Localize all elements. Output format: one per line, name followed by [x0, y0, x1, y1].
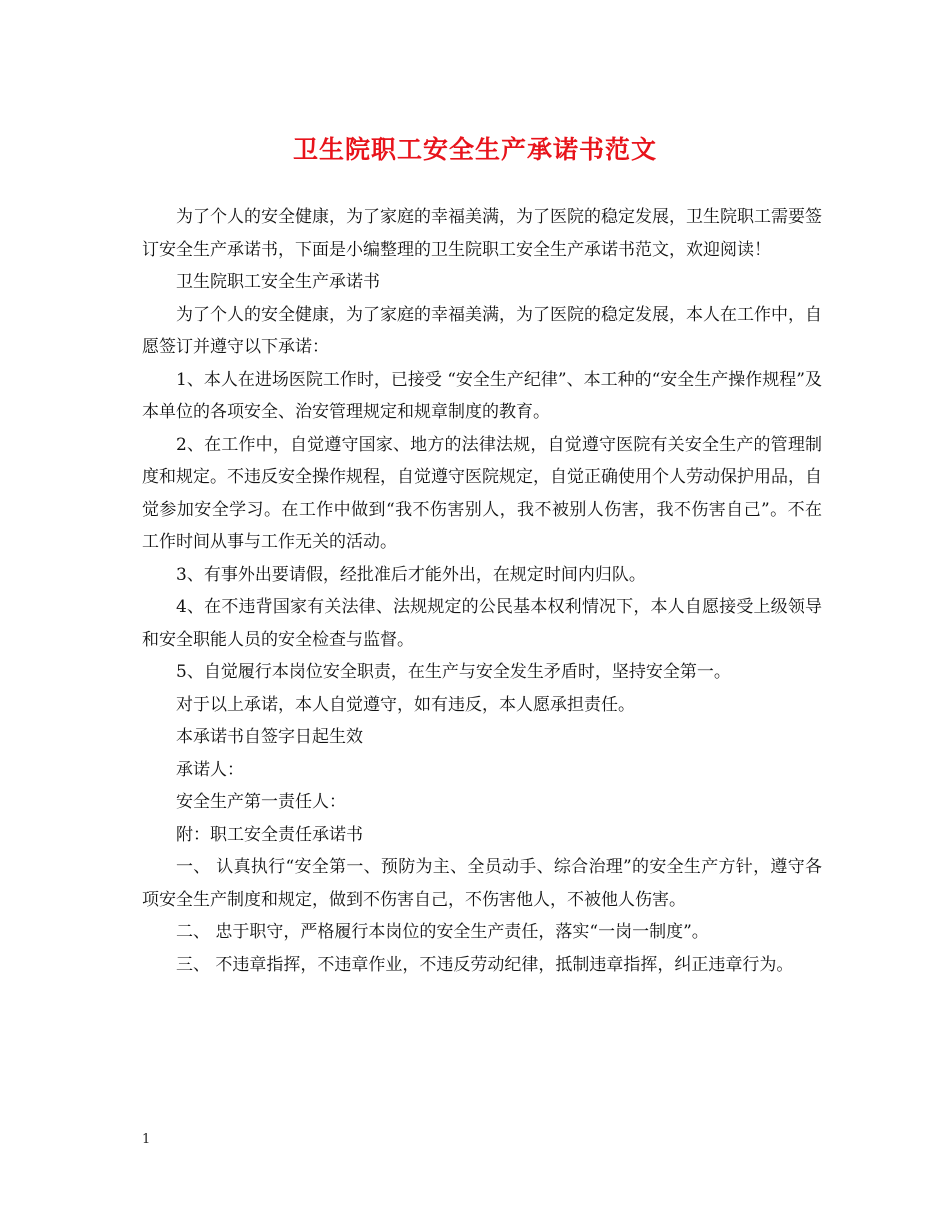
paragraph-appendix-2: 二、 忠于职守，严格履行本岗位的安全生产责任，落实“一岗一制度”。	[176, 922, 709, 942]
paragraph-item-4: 4、在不违背国家有关法律、法规规定的公民基本权利情况下，本人自愿接受上级领导和安全职能人员的安全检查与监督。	[142, 597, 822, 650]
paragraph-responsible-person: 安全生产第一责任人：	[176, 792, 346, 812]
paragraph-preamble: 为了个人的安全健康，为了家庭的幸福美满，为了医院的稳定发展，本人在工作中，自愿签订并遵守以下承诺：	[142, 304, 822, 357]
paragraph-item-5: 5、自觉履行本岗位安全职责，在生产与安全发生矛盾时，坚持安全第一。	[176, 662, 731, 682]
paragraph-appendix-heading: 附：职工安全责任承诺书	[176, 824, 363, 845]
paragraph-heading: 卫生院职工安全生产承诺书	[176, 272, 380, 292]
document-body	[142, 201, 822, 981]
paragraph-effective: 本承诺书自签字日起生效	[176, 727, 363, 747]
paragraph-item-3: 3、有事外出要请假，经批准后才能外出，在规定时间内归队。	[176, 564, 646, 585]
paragraph-appendix-3: 三、 不违章指挥，不违章作业，不违反劳动纪律，抵制违章指挥，纠正违章行为。	[176, 954, 794, 975]
paragraph-appendix-1: 一、 认真执行“安全第一、预防为主、全员动手、综合治理”的安全生产方针，遵守各项安全生产制度和规定，做到不伤害自己，不伤害他人，不被他人伤害。	[142, 857, 822, 910]
paragraph-item-2: 2、在工作中，自觉遵守国家、地方的法律法规，自觉遵守医院有关安全生产的管理制度和规定。不违反安全操作规程，自觉遵守医院规定，自觉正确使用个人劳动保护用品，自觉参加安全学习。在工作中做到“我不伤害别人，我不被别人伤害，我不伤害自己”。不在工作时间从事与工作无关的活动。	[142, 434, 822, 552]
paragraph-pledge: 对于以上承诺，本人自觉遵守，如有违反，本人愿承担责任。	[176, 694, 635, 715]
paragraph-signer: 承诺人：	[176, 759, 244, 780]
page-number: 1	[142, 1132, 151, 1147]
paragraph-intro: 为了个人的安全健康，为了家庭的幸福美满，为了医院的稳定发展，卫生院职工需要签订安全生产承诺书，下面是小编整理的卫生院职工安全生产承诺书范文，欢迎阅读！	[142, 207, 822, 260]
paragraph-item-1: 1、本人在进场医院工作时，已接受 “安全生产纪律”、本工种的“安全生产操作规程”及本单位的各项安全、治安管理规定和规章制度的教育。	[142, 369, 822, 422]
document-title: 卫生院职工安全生产承诺书范文	[292, 135, 657, 164]
